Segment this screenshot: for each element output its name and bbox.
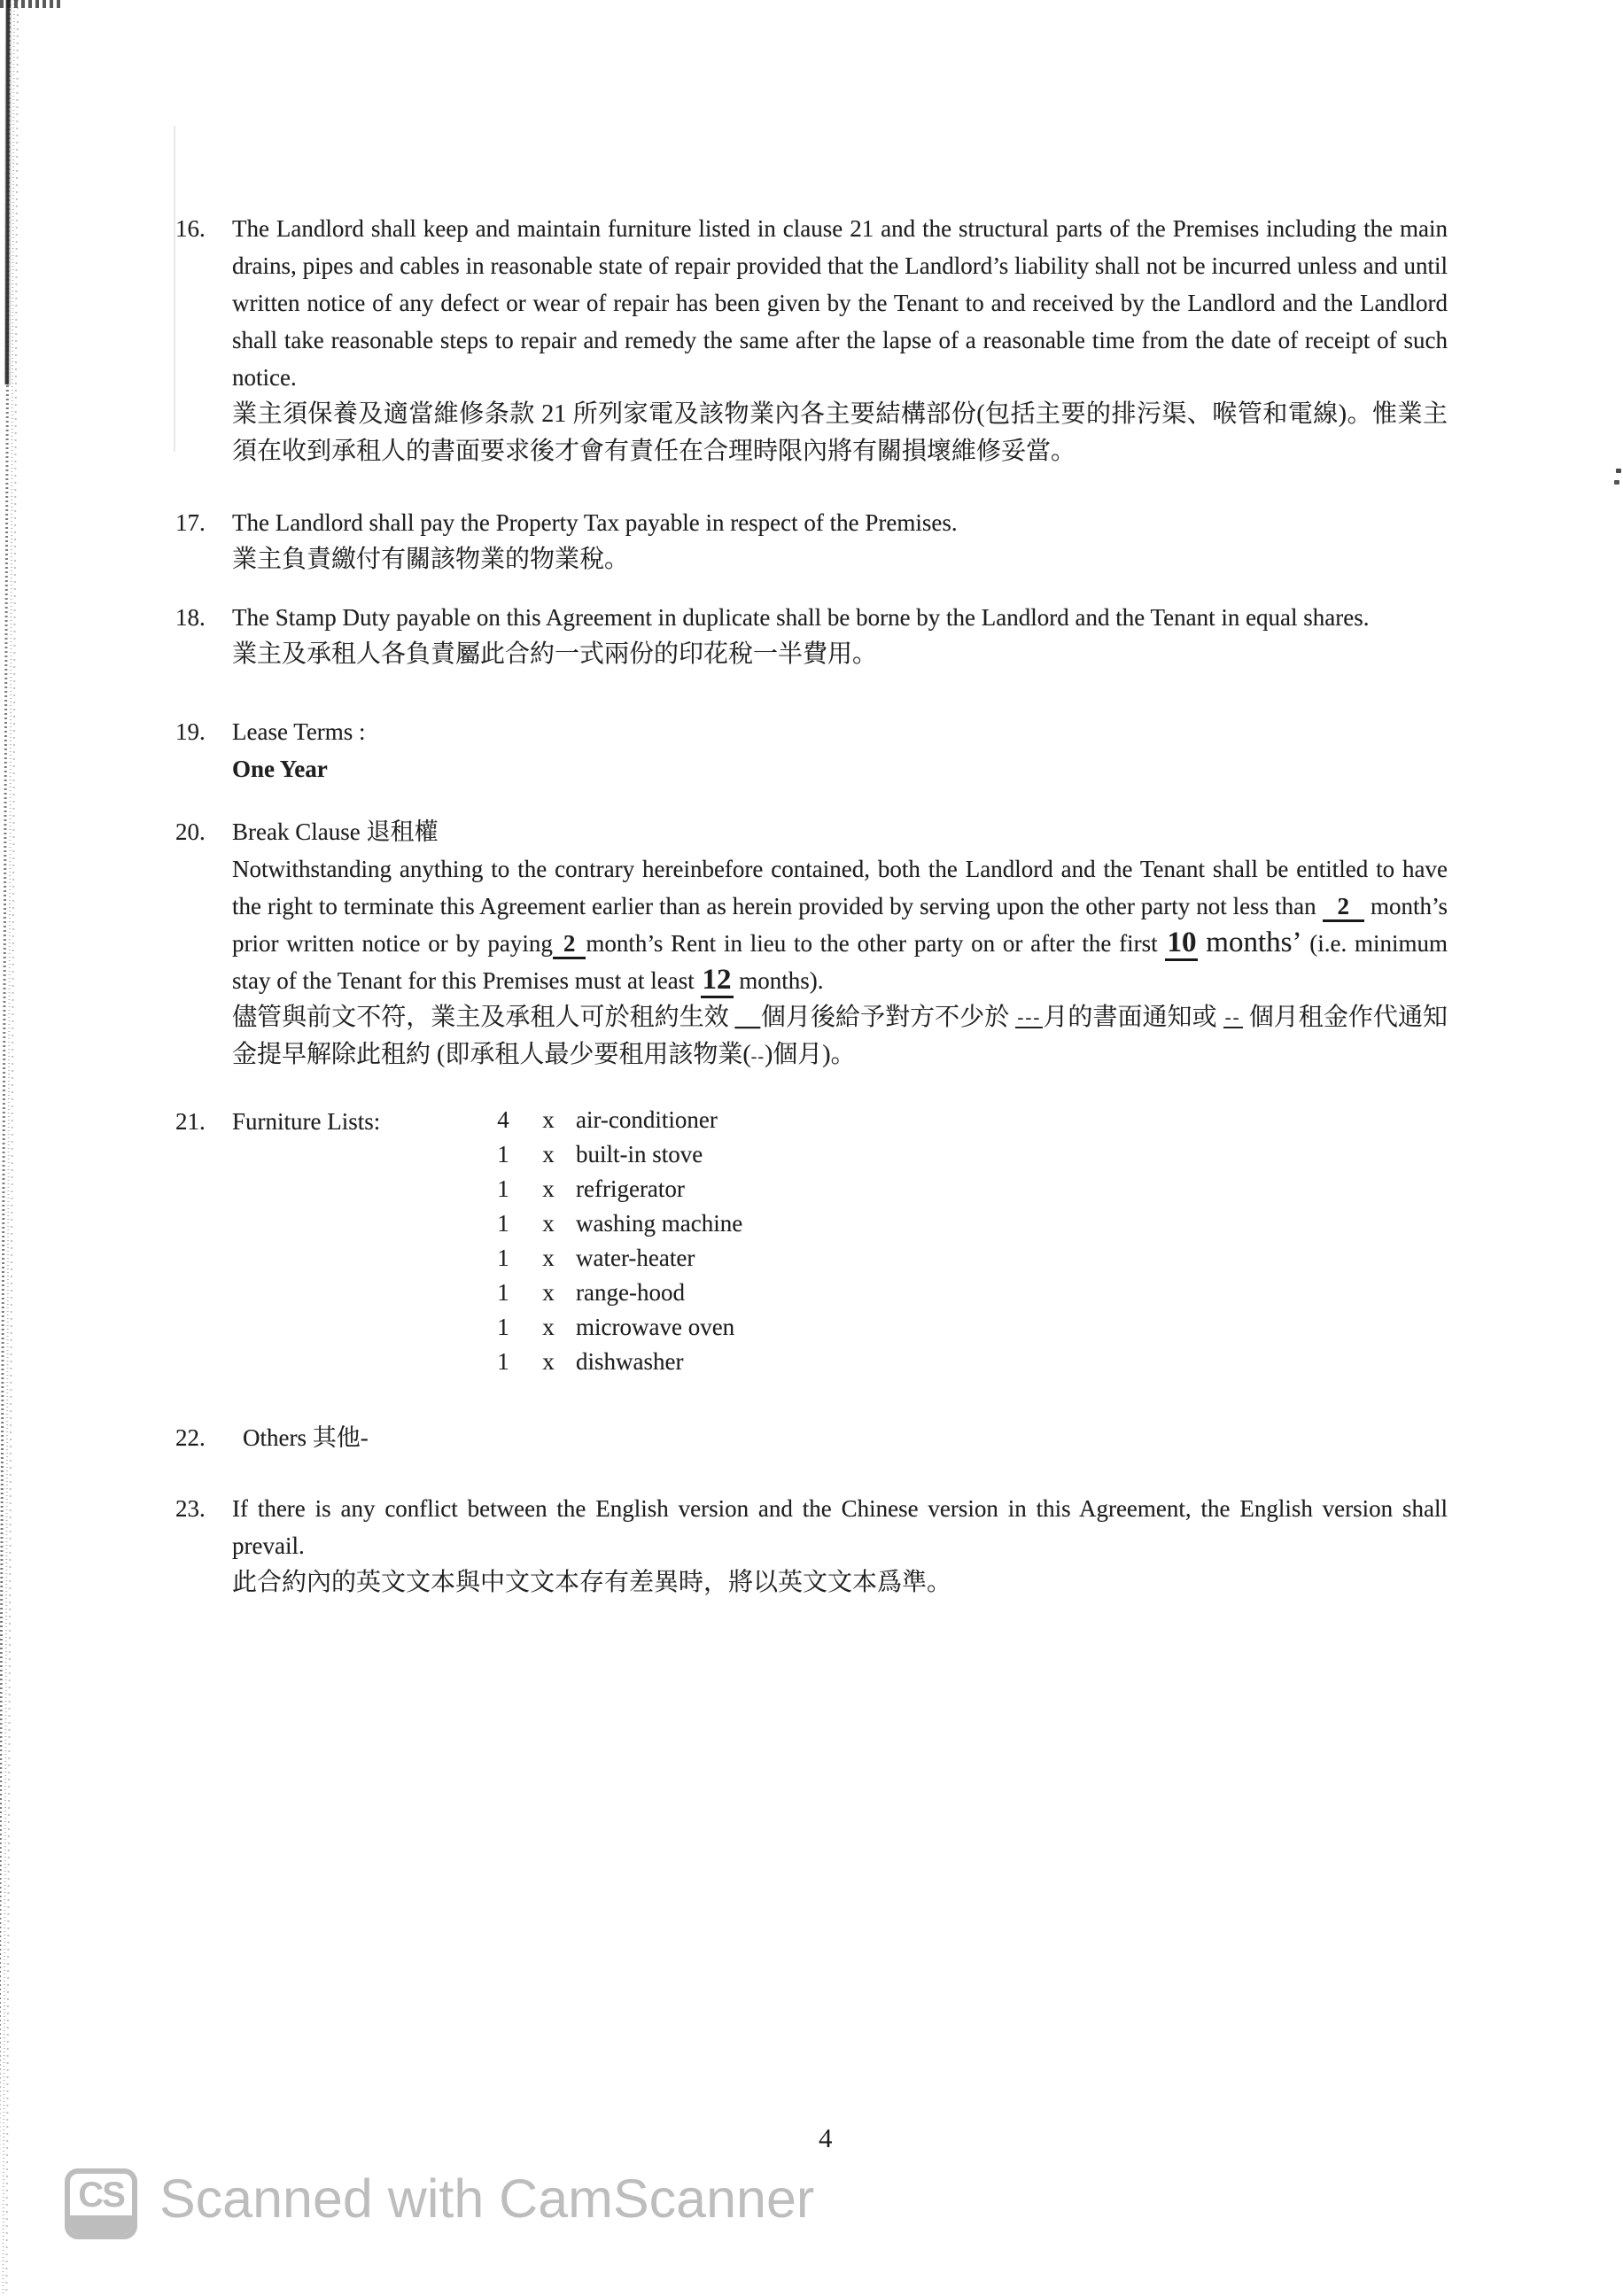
clause-23-number: 23. <box>175 1495 206 1522</box>
scan-artifact-dots <box>1616 469 1621 473</box>
clause-22 <box>175 1419 1448 1456</box>
break-clause-title: Break Clause 退租權 <box>232 818 439 845</box>
clause-23 <box>175 1490 1448 1602</box>
blank-zh-months-3: -- <box>1224 1006 1241 1028</box>
blank-zh-months-4: -- <box>750 1047 765 1067</box>
furniture-x: x <box>542 1245 555 1271</box>
scan-noise-left-edge <box>0 0 24 2296</box>
furniture-name: water-heater <box>576 1245 695 1271</box>
clause-20-en-segment-large: months’ <box>1206 927 1302 958</box>
furniture-name: range-hood <box>576 1279 685 1306</box>
furniture-name: washing machine <box>576 1210 743 1237</box>
furniture-qty: 1 <box>497 1314 509 1340</box>
furniture-x: x <box>542 1348 555 1375</box>
clause-20-en-segment: Notwithstanding anything to the contrary hereinbefore contained, both the Landlord and the Tenant shall be entitled to have the right to terminate this Agreement earlier than as herein provided by serving upon the other party not less than <box>232 856 1448 919</box>
furniture-row <box>485 1172 1448 1206</box>
camscanner-logo-bar <box>70 2215 132 2234</box>
clause-20-text-zh <box>232 999 1448 1074</box>
furniture-qty: 1 <box>497 1210 509 1237</box>
furniture-name: dishwasher <box>576 1348 684 1375</box>
blank-notice-months: 2 <box>1323 893 1365 922</box>
clause-19-number: 19. <box>175 718 206 745</box>
clause-20-zh-segment: )個月)。 <box>764 1041 856 1068</box>
lease-terms-value: One Year <box>232 756 328 782</box>
clause-20-zh-segment: 月的書面通知或 <box>1043 1004 1217 1031</box>
camscanner-text: Scanned with CamScanner <box>159 2168 815 2229</box>
clause-19 <box>175 713 1448 787</box>
clause-18-text-en: The Stamp Duty payable on this Agreement in duplicate shall be borne by the Landlord and the Tenant in equal shares. <box>232 604 1370 631</box>
furniture-table <box>485 1103 1448 1379</box>
clause-21-number: 21. <box>175 1108 206 1135</box>
furniture-name: refrigerator <box>576 1175 685 1202</box>
furniture-row <box>485 1206 1448 1241</box>
furniture-x: x <box>542 1210 555 1237</box>
lease-terms-label: Lease Terms : <box>232 718 366 745</box>
furniture-qty: 1 <box>497 1348 509 1375</box>
furniture-qty: 1 <box>497 1141 509 1167</box>
camscanner-logo-letters: CS <box>78 2176 124 2215</box>
furniture-x: x <box>542 1141 555 1167</box>
clause-23-text-zh: 此合約內的英文文本與中文文本存有差異時，將以英文文本爲準。 <box>232 1569 952 1596</box>
clause-17 <box>175 504 1448 578</box>
clause-20-en-segment: months). <box>739 967 824 994</box>
blank-first-months: 10 <box>1165 927 1198 961</box>
furniture-name: built-in stove <box>576 1141 703 1167</box>
furniture-x: x <box>542 1175 555 1202</box>
clause-17-number: 17. <box>175 509 206 536</box>
clause-16 <box>175 210 1448 470</box>
furniture-row <box>485 1345 1448 1379</box>
clause-20-number: 20. <box>175 818 206 845</box>
clause-18-text-zh: 業主及承租人各負責屬此合約一式兩份的印花稅一半費用。 <box>232 640 878 668</box>
clause-18 <box>175 599 1448 673</box>
blank-rent-months: 2 <box>553 930 586 959</box>
clause-22-number: 22. <box>175 1424 206 1451</box>
clause-20-en-segment: month’s prior written notice or by paying <box>232 893 1448 957</box>
clause-20-zh-segment: 個月後給予對方不少於 <box>760 1004 1010 1031</box>
furniture-name: microwave oven <box>576 1314 735 1340</box>
furniture-x: x <box>542 1314 555 1340</box>
clause-17-text-zh: 業主負責繳付有關該物業的物業稅。 <box>232 546 630 573</box>
clause-23-text-en: If there is any conflict between the English version and the Chinese version in this Agreement, the English version shall prevail. <box>232 1495 1448 1559</box>
clause-20-en-segment: (i.e. minimum stay of the Tenant for this Premises must at least <box>232 930 1448 994</box>
furniture-name: air-conditioner <box>576 1106 718 1133</box>
clause-16-text-en: The Landlord shall keep and maintain furniture listed in clause 21 and the structural parts of the Premises including the main drains, pipes and cables in reasonable state of repair provided that the Landlord’s liability shall not be incurred unless and until written notice of any defect or wear of repair has been given by the Tenant to and received by the Landlord and the Landlord shall take reasonable steps to repair and remedy the same after the lapse of a reasonable time from the date of receipt of such notice. <box>232 215 1448 391</box>
clause-20-zh-segment: 儘管與前文不符，業主及承租人可於租約生效 <box>232 1004 729 1031</box>
clause-20-en-segment: month’s Rent in lieu to the other party on or after the first <box>586 930 1158 957</box>
camscanner-logo-icon <box>65 2168 137 2239</box>
furniture-x: x <box>542 1279 555 1306</box>
blank-min-months: 12 <box>701 964 734 998</box>
furniture-lists-label: Furniture Lists: <box>232 1108 381 1135</box>
clause-20 <box>175 813 1448 1074</box>
furniture-row <box>485 1276 1448 1310</box>
furniture-row <box>485 1137 1448 1172</box>
clause-16-text-zh: 業主須保養及適當維修条款 21 所列家電及該物業內各主要結構部份(包括主要的排污渠、喉管和電線)。惟業主須在收到承租人的書面要求後才會有責任在合理時限內將有關損壞維修妥當。 <box>232 400 1448 465</box>
furniture-qty: 1 <box>497 1279 509 1306</box>
furniture-x: x <box>542 1106 555 1133</box>
page-number: 4 <box>819 2122 833 2153</box>
clause-20-text-en <box>232 850 1448 999</box>
others-label: Others 其他- <box>243 1424 369 1451</box>
clause-18-number: 18. <box>175 604 206 631</box>
clause-16-number: 16. <box>175 215 206 242</box>
clause-17-text-en: The Landlord shall pay the Property Tax payable in respect of the Premises. <box>232 509 958 536</box>
furniture-row <box>485 1310 1448 1345</box>
clause-20-zh-segment: 個月租金作代通知金提早解除此租約 (即承租人最少要租用該物業( <box>232 1004 1448 1068</box>
blank-zh-months-1: ＿ <box>734 1004 761 1031</box>
furniture-row <box>485 1241 1448 1276</box>
blank-zh-months-2: --- <box>1017 1006 1042 1028</box>
furniture-qty: 4 <box>497 1106 509 1133</box>
scan-noise-top-corner <box>0 0 64 8</box>
furniture-qty: 1 <box>497 1245 509 1271</box>
clause-21 <box>175 1103 1448 1379</box>
camscanner-watermark <box>0 2161 975 2250</box>
furniture-row <box>485 1103 1448 1137</box>
furniture-qty: 1 <box>497 1175 509 1202</box>
agreement-clauses <box>175 210 1448 1602</box>
